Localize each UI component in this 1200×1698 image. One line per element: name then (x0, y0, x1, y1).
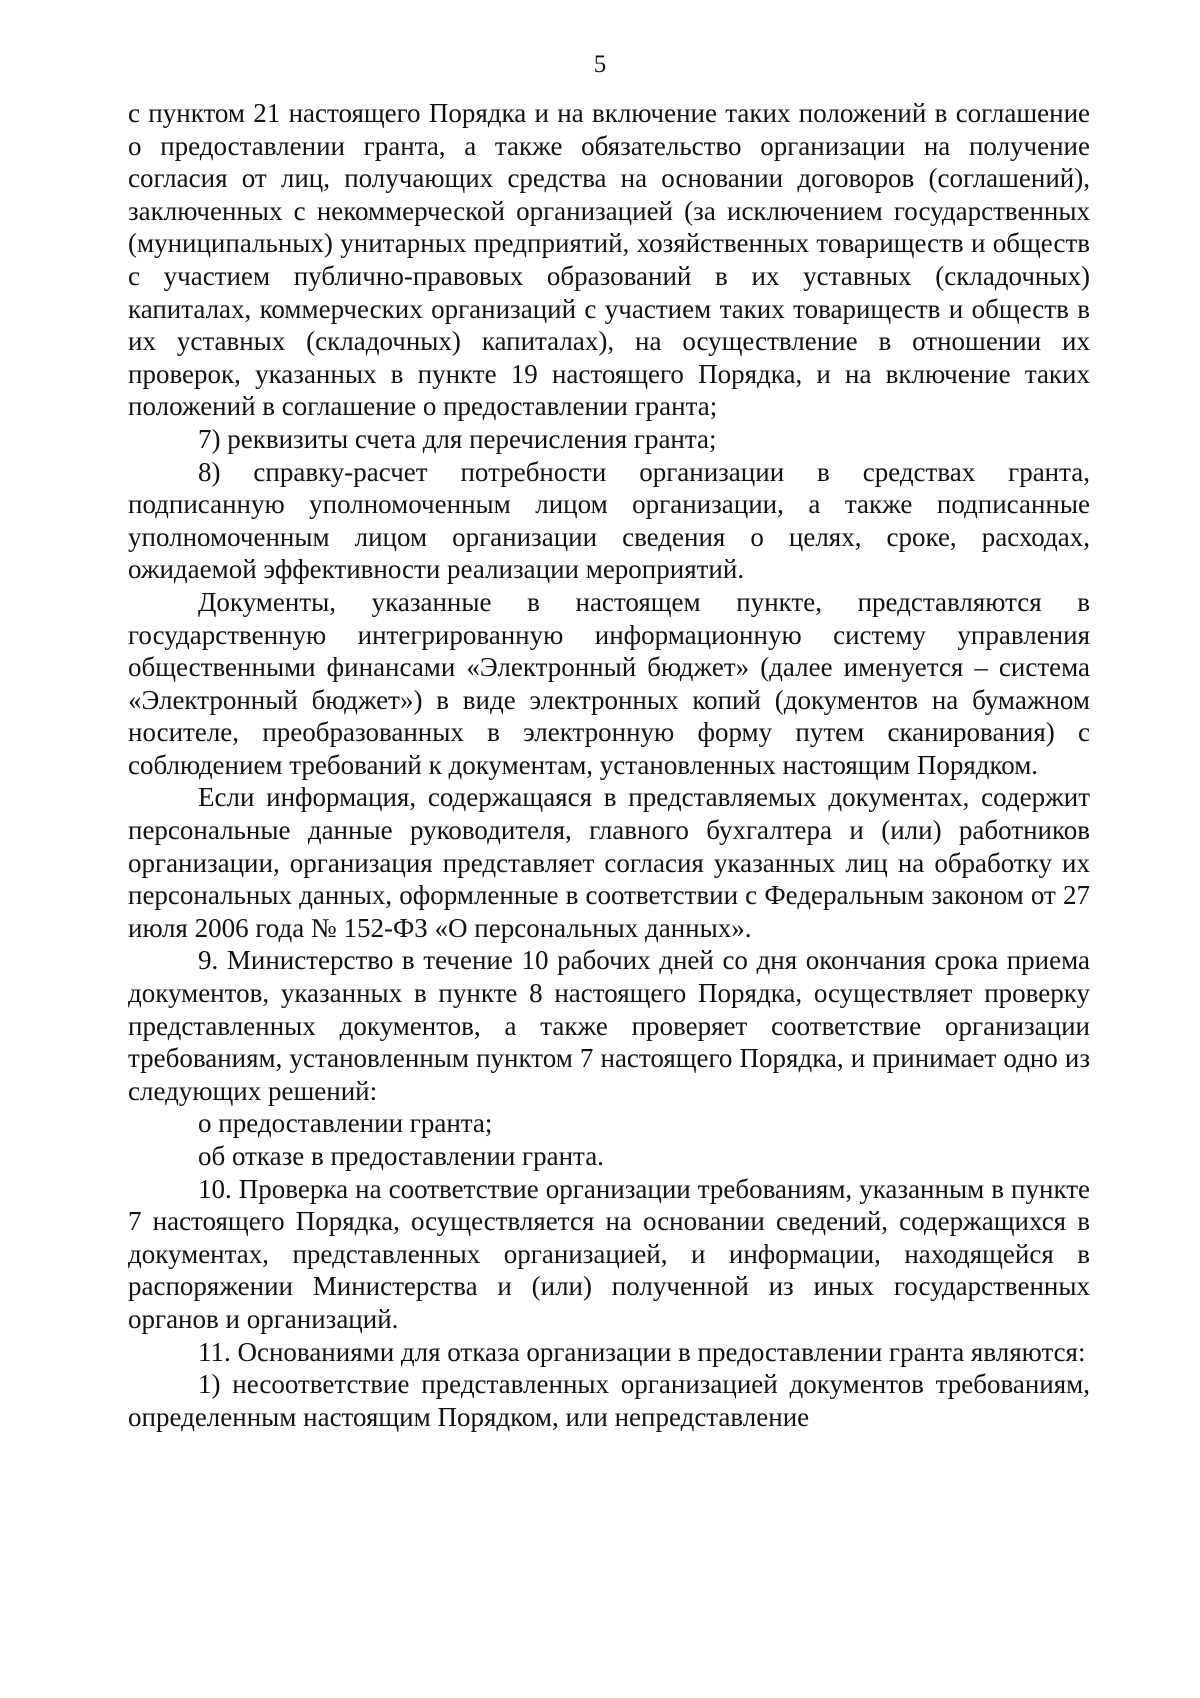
paragraph-clause-10: 10. Проверка на соответствие организации требованиям, указанным в пункте 7 настоящего Порядка, осуществляется на основании сведений, содержащихся в документах, представленных организацией, и информации, находящейся в распоряжении Министерства и (или) полученной из иных государственных органов и организаций. (128, 1173, 1090, 1334)
paragraph-continuation: с пунктом 21 настоящего Порядка и на включение таких положений в соглашение о предоставлении гранта, а также обязательство организации на получение согласия от лиц, получающих средства на основании договоров (соглашений), заключенных с некоммерческой организацией (за исключением государственных (муниципальных) унитарных предприятий, хозяйственных товариществ и обществ с участием публично-правовых образований в их уставных (складочных) капиталах, коммерческих организаций с участием таких товариществ и обществ в их уставных (складочных) капиталах), на осуществление в отношении их проверок, указанных в пункте 19 настоящего Порядка, и на включение таких положений в соглашение о предоставлении гранта; (128, 98, 1090, 422)
paragraph-personal-data: Если информация, содержащаяся в представляемых документах, содержит персональные данные руководителя, главного бухгалтера и (или) работников организации, организация представляет согласия указанных лиц на обработку их персональных данных, оформленные в соответствии с Федеральным законом от 27 июля 2006 года № 152-ФЗ «О персональных данных». (128, 782, 1090, 943)
page-number: 5 (593, 51, 607, 78)
paragraph-item-8: 8) справку-расчет потребности организации в средствах гранта, подписанную уполномоченным лицом организации, а также подписанные уполномоченным лицом организации сведения о целях, сроке, расходах, ожидаемой эффективности реализации мероприятий. (128, 456, 1090, 585)
paragraph-clause-11-item-1: 1) несоответствие представленных организацией документов требованиям, определенным настоящим Порядком, или непредставление (128, 1369, 1090, 1432)
paragraph-item-7: 7) реквизиты счета для перечисления гранта; (198, 423, 717, 454)
paragraph-decision-grant: о предоставлении гранта; (198, 1108, 493, 1139)
paragraph-clause-9: 9. Министерство в течение 10 рабочих дней со дня окончания срока приема документов, указанных в пункте 8 настоящего Порядка, осуществляет проверку представленных документов, а также проверяет соответствие организации требованиям, установленным пунктом 7 настоящего Порядка, и принимает одно из следующих решений: (128, 945, 1090, 1106)
paragraph-documents: Документы, указанные в настоящем пункте, представляются в государственную интегрированную информационную систему управления общественными финансами «Электронный бюджет» (далее именуется – система «Электронный бюджет») в виде электронных копий (документов на бумажном носителе, преобразованных в электронную форму путем сканирования) с соблюдением требований к документам, установленных настоящим Порядком. (128, 586, 1090, 780)
paragraph-clause-11: 11. Основаниями для отказа организации в предоставлении гранта являются: (198, 1336, 1086, 1367)
paragraph-decision-refusal: об отказе в предоставлении гранта. (198, 1141, 604, 1171)
document-body (128, 97, 1090, 1433)
